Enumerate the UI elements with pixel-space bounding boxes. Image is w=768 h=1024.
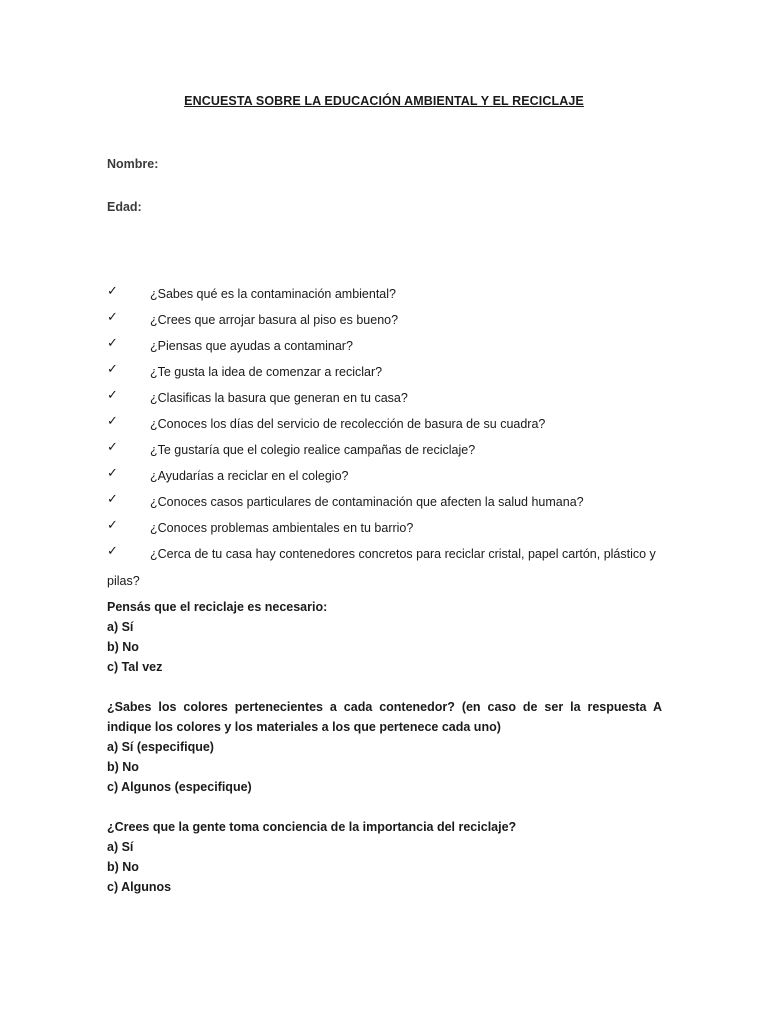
name-field-label: Nombre: [107, 157, 159, 171]
question-block-necessity [107, 597, 662, 677]
check-mark-icon: ✓ [107, 284, 118, 299]
answer-option: b) No [107, 760, 139, 774]
checklist-item [107, 546, 667, 572]
checklist-item [107, 364, 667, 390]
checklist-item-text: ¿Ayudarías a reciclar en el colegio? [150, 469, 349, 483]
checklist-item [107, 312, 667, 338]
checklist-item [107, 520, 667, 546]
checklist-item [107, 442, 667, 468]
answer-option: a) Sí (especifique) [107, 740, 214, 754]
check-mark-icon: ✓ [107, 336, 118, 351]
answer-option: c) Tal vez [107, 660, 163, 674]
document-title: ENCUESTA SOBRE LA EDUCACIÓN AMBIENTAL Y EL RECICLAJE [184, 94, 584, 108]
checklist-item-text: ¿Piensas que ayudas a contaminar? [150, 339, 353, 353]
checklist-item-text: ¿Sabes qué es la contaminación ambiental? [150, 287, 396, 301]
checklist-item-text: ¿Clasificas la basura que generan en tu casa? [150, 391, 408, 405]
checklist-item [107, 416, 667, 442]
age-field-label: Edad: [107, 200, 142, 214]
question-block-awareness [107, 817, 662, 897]
question-text: ¿Crees que la gente toma conciencia de la importancia del reciclaje? [107, 820, 517, 834]
checklist-item-text: ¿Crees que arrojar basura al piso es bueno? [150, 313, 399, 327]
answer-option: a) Sí [107, 620, 134, 634]
checklist-item [107, 494, 667, 520]
question-checklist [107, 286, 667, 572]
checklist-item-text: ¿Conoces los días del servicio de recolección de basura de su cuadra? [150, 417, 546, 431]
answer-option: a) Sí [107, 840, 134, 854]
question-block-colors [107, 697, 662, 797]
checklist-item-text: ¿Conoces casos particulares de contaminación que afecten la salud humana? [150, 495, 584, 509]
checklist-item-text: ¿Te gustaría que el colegio realice campañas de reciclaje? [150, 443, 476, 457]
checklist-item [107, 338, 667, 364]
check-mark-icon: ✓ [107, 310, 118, 325]
check-mark-icon: ✓ [107, 492, 118, 507]
checklist-item-text: ¿Cerca de tu casa hay contenedores concretos para reciclar cristal, papel cartón, plástico y [150, 547, 656, 561]
check-mark-icon: ✓ [107, 440, 118, 455]
check-mark-icon: ✓ [107, 518, 118, 533]
question-text: Pensás que el reciclaje es necesario: [107, 600, 328, 614]
check-mark-icon: ✓ [107, 388, 118, 403]
answer-option: b) No [107, 860, 139, 874]
check-mark-icon: ✓ [107, 362, 118, 377]
answer-option: b) No [107, 640, 139, 654]
checklist-item [107, 286, 667, 312]
question-text: ¿Sabes los colores pertenecientes a cada contenedor? (en caso de ser la respuesta A indique los colores y los materiales a los que pertenece cada uno) [107, 700, 662, 734]
check-mark-icon: ✓ [107, 466, 118, 481]
check-mark-icon: ✓ [107, 414, 118, 429]
checklist-item [107, 468, 667, 494]
checklist-item-text: ¿Te gusta la idea de comenzar a reciclar? [150, 365, 383, 379]
checklist-item-continuation: pilas? [107, 574, 140, 588]
checklist-item [107, 390, 667, 416]
answer-option: c) Algunos [107, 880, 172, 894]
answer-option: c) Algunos (especifique) [107, 780, 252, 794]
checklist-item-text: ¿Conoces problemas ambientales en tu barrio? [150, 521, 414, 535]
check-mark-icon: ✓ [107, 544, 118, 559]
